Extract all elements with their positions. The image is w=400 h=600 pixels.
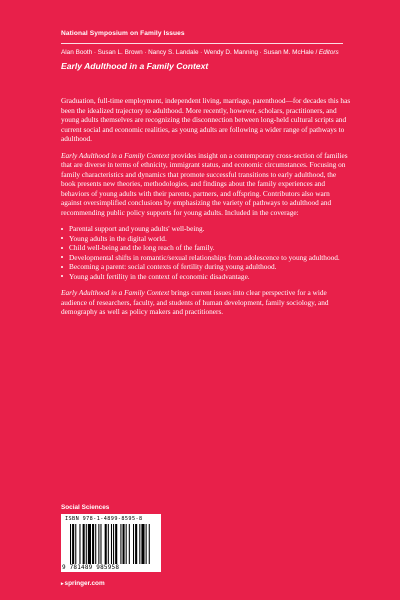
barcode-bar — [149, 524, 150, 564]
barcode-bar — [86, 524, 87, 564]
coverage-item: Becoming a parent: social contexts of fertility during young adulthood. — [61, 262, 351, 272]
barcode-bar — [120, 524, 121, 564]
barcode-bar — [133, 524, 134, 564]
barcode-bar — [83, 524, 85, 564]
barcode-panel — [61, 514, 161, 572]
barcode-bar — [123, 524, 125, 564]
back-cover-blurb — [61, 96, 351, 324]
editor-name: Susan M. McHale — [263, 49, 314, 56]
separator-dot: · — [259, 49, 262, 56]
coverage-item: Parental support and young adults' well-being. — [61, 224, 351, 234]
separator-dot: · — [200, 49, 203, 56]
barcode-bar — [115, 524, 117, 564]
barcode-bar — [129, 524, 130, 564]
barcode-bar — [105, 524, 107, 564]
coverage-item: Developmental shifts in romantic/sexual relationships from adolescence to young adulthood. — [61, 253, 351, 263]
blurb-paragraph-2-text: provides insight on a contemporary cross-section of families that are diverse in terms of ethnicity, immigrant status, and economic circumstances. Focusing on family characteristics and dynamics that promote successful transitions to early adulthood, the book presents new theories, methodologies, and findings about the family experiences and behaviors of young adults with their parents, partners, and offspring. Contributors also warn against oversimplified conclusions by emphasizing the variety of pathways to adulthood and recommending public policy supports for young adults. Included in the coverage: — [61, 150, 348, 217]
barcode-bar — [108, 524, 109, 564]
barcode-bar — [111, 524, 112, 564]
barcode-bar — [92, 524, 94, 564]
editor-name: Wendy D. Manning — [203, 49, 259, 56]
editors-line — [61, 49, 361, 56]
barcode-bar — [75, 524, 76, 564]
divider-rule — [61, 43, 343, 44]
editor-name: Susan L. Brown — [97, 49, 143, 56]
blurb-paragraph-2 — [61, 151, 351, 218]
separator-slash: / — [315, 49, 318, 56]
publisher-website — [61, 580, 105, 587]
blurb-paragraph-3-text: brings current issues into clear perspective for a wide audience of researchers, faculty, and students of human development, family sociology, and demography as well as policy makers and practitioners. — [61, 288, 329, 316]
coverage-list — [61, 224, 351, 281]
barcode-bar — [113, 524, 114, 564]
series-name: National Symposium on Family Issues — [61, 30, 185, 37]
coverage-item: Child well-being and the long reach of the family. — [61, 243, 351, 253]
isbn-text: ISBN 978-1-4899-8595-8 — [65, 516, 143, 522]
barcode-bar — [98, 524, 99, 564]
barcode-digits: 9 781489 985958 — [62, 564, 120, 571]
separator-dot: · — [93, 49, 97, 56]
editor-name: Nancy S. Landale — [148, 49, 199, 56]
barcode-bar — [100, 524, 101, 564]
editor-name: Alan Booth — [61, 49, 93, 56]
barcode-bar — [88, 524, 91, 564]
barcode-bar — [146, 524, 147, 564]
title-reference: Early Adulthood in a Family Context — [61, 288, 170, 297]
separator-dot: · — [144, 49, 147, 56]
barcode-bar — [79, 524, 80, 564]
barcode-bar — [141, 524, 144, 564]
editors-label: Editors — [318, 49, 339, 56]
subject-category: Social Sciences — [61, 504, 110, 511]
barcode-bar — [126, 524, 127, 564]
book-title: Early Adulthood in a Family Context — [61, 61, 209, 71]
coverage-item: Young adults in the digital world. — [61, 234, 351, 244]
website-text: springer.com — [64, 580, 105, 587]
blurb-paragraph-3 — [61, 288, 351, 317]
barcode-bar — [72, 524, 74, 564]
title-reference: Early Adulthood in a Family Context — [61, 150, 170, 160]
blurb-paragraph-1: Graduation, full-time employment, independent living, marriage, parenthood—for decades this has been the idealized trajectory to adulthood. More recently, however, scholars, practitioners, and young adults themselves are recognizing the disconnection between long-held cultural scripts and current social and economic realities, as young adults are following a wider range of pathways to adulthood. — [61, 96, 351, 143]
barcode-bar — [139, 524, 140, 564]
coverage-item: Young adult fertility in the context of economic disadvantage. — [61, 272, 351, 282]
barcode-bar — [95, 524, 96, 564]
barcode-bar — [135, 524, 137, 564]
arrow-icon: ▸ — [61, 581, 64, 587]
barcode-bar — [70, 524, 71, 564]
